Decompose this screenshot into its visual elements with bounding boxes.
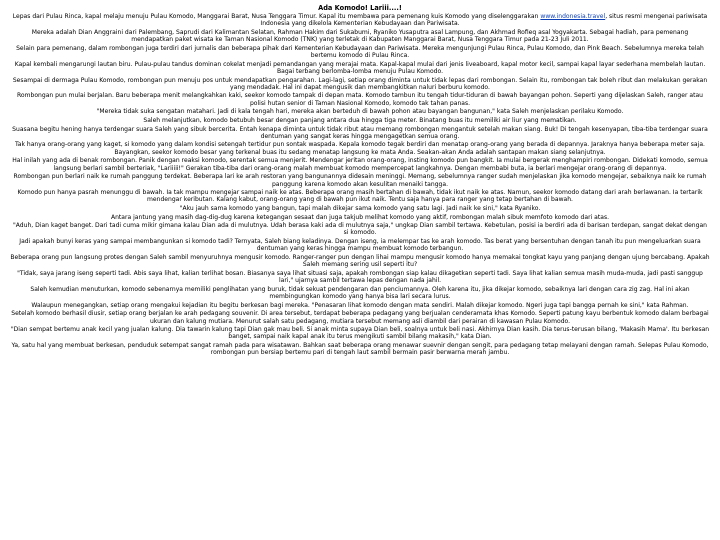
- paragraph: Suasana begitu hening hanya terdengar suara Saleh yang sibuk bercerita. Entah kenapa diminta untuk tidak ribut atau memang rombongan mengantuk setelah makan siang. Buk! Di tengah kesenyapan, tiba-tiba terdengar suara dentuman yang sangat keras hingga mengagetkan semua orang.: [12, 125, 708, 140]
- paragraph: Rombongan pun mulai berjalan. Baru beberapa menit melangkahkan kaki, seekor komodo tampak di depan mata. Komodo tambun itu tengah tidur-tiduran di bawah bayangan pohon. Seperti yang dijelaskan Saleh, ranger atau polisi hutan senior di Taman Nasional Komodo, komodo tak tahan panas.: [16, 92, 704, 107]
- paragraph: Setelah komodo berhasil diusir, setiap orang berjalan ke arah pedagang souvenir. Di area tersebut, terdapat beberapa pedagang yang berjualan cenderamata khas Komodo. Seperti patung kayu berbentuk komodo dalam berbagai ukuran dan kalung mutiara. Menurut salah satu pedagang, mutiara tersebut memang asli diambil dari perairan di kawasan Pulau Komodo.: [11, 310, 709, 325]
- intro-text-before: Lepas dari Pulau Rinca, kapal melaju menuju Pulau Komodo, Manggarai Barat, Nusa Tenggara Timur. Kapal itu membawa para pemenang kuis Komodo yang diselenggarakan: [12, 13, 541, 20]
- paragraph: Beberapa orang pun langsung protes dengan Saleh sambil menyuruhnya mengusir komodo. Ranger-ranger pun dengan lihai mampu mengusir komodo hanya memakai tongkat kayu yang panjang dengan ujung bercabang. Apakah Saleh memang sering usil seperti itu?: [10, 253, 710, 269]
- article: [10, 0, 710, 357]
- paragraph: Ya, satu hal yang membuat berkesan, penduduk setempat sangat ramah pada para wisatawan. Bahkan saat beberapa orang menawar suevnir dengan sengit, para pedagang tetap melayani dengan ramah. Selepas Pulau Komodo, rombongan pun bersiap bertemu pari di tengah laut sambil bermain pasir berwarna merah jambu.: [11, 342, 709, 357]
- paragraph: Selain para pemenang, dalam rombongan juga terdiri dari jurnalis dan beberapa pihak dari Kementerian Kebudayaan dan Pariwisata. Mereka mengunjungi Pulau Rinca, Pulau Komodo, dan Pink Beach. Sebelumnya mereka telah bertemu komodo di Pulau Rinca.: [16, 44, 704, 60]
- paragraph: "Aku jauh sama komodo yang bangun, tapi malah dikejar sama komodo yang satu lagi. Jadi naik ke sini," kata Ryaniko.: [179, 204, 541, 212]
- paragraph: Saleh melanjutkan, komodo betubuh besar dengan panjang antara dua hingga tiga meter. Binatang buas itu memiliki air liur yang mematikan.: [143, 116, 577, 124]
- paragraph: "Dian sempat bertemu anak kecil yang jualan kalung. Dia tawarin kalung tapi Dian gak mau beli. Si anak minta supaya Dian beli, soalnya untuk beli nasi. Akhirnya Dian kasih. Dia terus-terusan bilang, 'Makasih Mama'. Itu berkesan banget, sampai naik kapal anak itu terus mengikuti sambil bilang makasih," kata Dian.: [10, 326, 710, 341]
- paragraph: Mereka adalah Dian Anggraini dari Palembang, Saprudi dari Kalimantan Selatan, Rahman Hakim dari Sukabumi, Ryaniko Yusaputra asal Lampung, dan Akhmad Rofieq asal Yogyakarta. Sebagai hadiah, para pemenang mendapatkan paket wisata ke Taman Nasional Komodo (TNK) yang terletak di Kabupaten Manggarai Barat, Nusa Tenggara Timur pada 21-23 Juli 2011.: [31, 28, 689, 44]
- intro-text-after: , situs resmi mengenai pariwisata Indonesia yang dikelola Kementerian Kebudayaan dan Pariwisata.: [260, 13, 708, 28]
- paragraph: Tak hanya orang-orang yang kaget, si komodo yang dalam kondisi setengah tertidur pun sontak waspada. Kepala komodo tegak berdiri dan menatap orang-orang yang berada di depannya. Jaraknya hanya beberapa meter saja. Bayangkan, seekor komodo besar yang terkenal buas itu sedang menatap langsung ke mata Anda. Seakan-akan Anda adalah santapan makan siang selanjutnya.: [15, 141, 705, 156]
- paragraph: "Tidak, saya jarang iseng seperti tadi. Abis saya lihat, kalian terlihat bosan. Biasanya saya lihat situasi saja, apakah rombongan siap kalau dikagetkan seperti tadi. Saya lihat kalian semua masih muda-muda, jadi pasti sanggup lari," ujarnya sambil tertawa lepas dengan nada jahil.: [17, 269, 703, 285]
- article-title: Ada Komodo! Lariii....!: [318, 4, 402, 12]
- paragraph: Sesampai di dermaga Pulau Komodo, rombongan pun menuju pos untuk mendapatkan pengarahan. Lagi-lagi, setiap orang diminta untuk tidak lepas dari rombongan. Selain itu, rombongan tak boleh ribut dan melakukan gerakan yang mendadak. Hal ini dapat mengusik dan membangkitkan naluri berburu komodo.: [12, 76, 708, 91]
- paragraph: Komodo pun hanya pasrah menunggu di bawah. Ia tak mampu mengejar sampai naik ke atas. Beberapa orang masih bertahan di bawah, tidak ikut naik ke atas. Namun, seekor komodo datang dari arah berlawanan. Ia tertarik mendengar keributan. Kalang kabut, orang-orang yang di bawah pun ikut naik. Tentu saja hanya para ranger yang tetap bertahan di bawah.: [17, 189, 703, 204]
- paragraph: Kapal kembali mengarungi lautan biru. Pulau-pulau tandus dominan cokelat menjadi pemandangan yang merajai mata. Kapal-kapal mulai dari jenis liveaboard, kapal motor kecil, sampai kapal layar sederhana membelah lautan. Bagai terbang berlomba-lomba menuju Pulau Komodo.: [14, 60, 706, 75]
- paragraph: Hal inilah yang ada di benak rombongan. Panik dengan reaksi komodo, serentak semua menjerit. Mendengar jeritan orang-orang, insting komodo pun bangkit. Ia mulai bergerak menghampiri rombongan. Didekati komodo, semua langsung berlari sambil berteriak, "Lariiiii!" Gerakan tiba-tiba dari orang-orang malah membuat komodo mempercepat langkahnya. Dengan membabi buta, ia berlari mengejar orang-orang di depannya.: [12, 157, 708, 172]
- website-link[interactable]: www.indonesia.travel: [540, 13, 606, 20]
- paragraph: "Aduh, Dian kaget banget. Dari tadi cuma mikir gimana kalau Dian ada di mulutnya. Udah berasa kaki ada di mulutnya saja," ungkap Dian sambil tertawa. Kebetulan, posisi ia berdiri ada di barisan terdepan, sangat dekat dengan si komodo.: [12, 222, 708, 237]
- intro-paragraph: [10, 13, 710, 28]
- paragraph: Walaupun menegangkan, setiap orang mengakui kejadian itu begitu berkesan bagi mereka. "Penasaran lihat komodo dengan mata sendiri. Malah dikejar komodo. Ngeri juga tapi bangga pernah ke sini," kata Rahman.: [31, 301, 689, 309]
- paragraph: Antara jantung yang masih dag-dig-dug karena ketegangan sesaat dan juga takjub melihat komodo yang aktif, rombongan malah sibuk memfoto komodo dari atas.: [110, 213, 610, 221]
- paragraph: Saleh kemudian menuturkan, komodo sebenarnya memiliki penglihatan yang buruk, tidak sekuat pendengaran dan penciumannya. Oleh karena itu, jika dikejar komodo, sebaiknya lari dengan cara zig zag. Hal ini akan membingungkan komodo yang hanya bisa lari secara lurus.: [30, 285, 690, 301]
- paragraph: "Mereka tidak suka sengatan matahari. Jadi di kala tengah hari, mereka akan berteduh di bawah pohon atau bayangan bangunan," kata Saleh menjelaskan perilaku Komodo.: [96, 108, 624, 116]
- paragraph: Rombongan pun berlari naik ke rumah panggung terdekat. Beberapa lari ke arah restoran yang bangunannya didesain meninggi. Memang, sebelumnya ranger sudah menjelaskan jika komodo mengejar, sebaiknya naik ke rumah panggung karena komodo akan kesulitan menaiki tangga.: [13, 173, 707, 188]
- paragraph: Jadi apakah bunyi keras yang sampai membangunkan si komodo tadi? Ternyata, Saleh biang keladinya. Dengan iseng, ia melempar tas ke arah komodo. Tas berat yang bersentuhan dengan tanah itu pun mengeluarkan suara dentuman yang keras hingga mampu membuat komodo terbangun.: [19, 238, 701, 253]
